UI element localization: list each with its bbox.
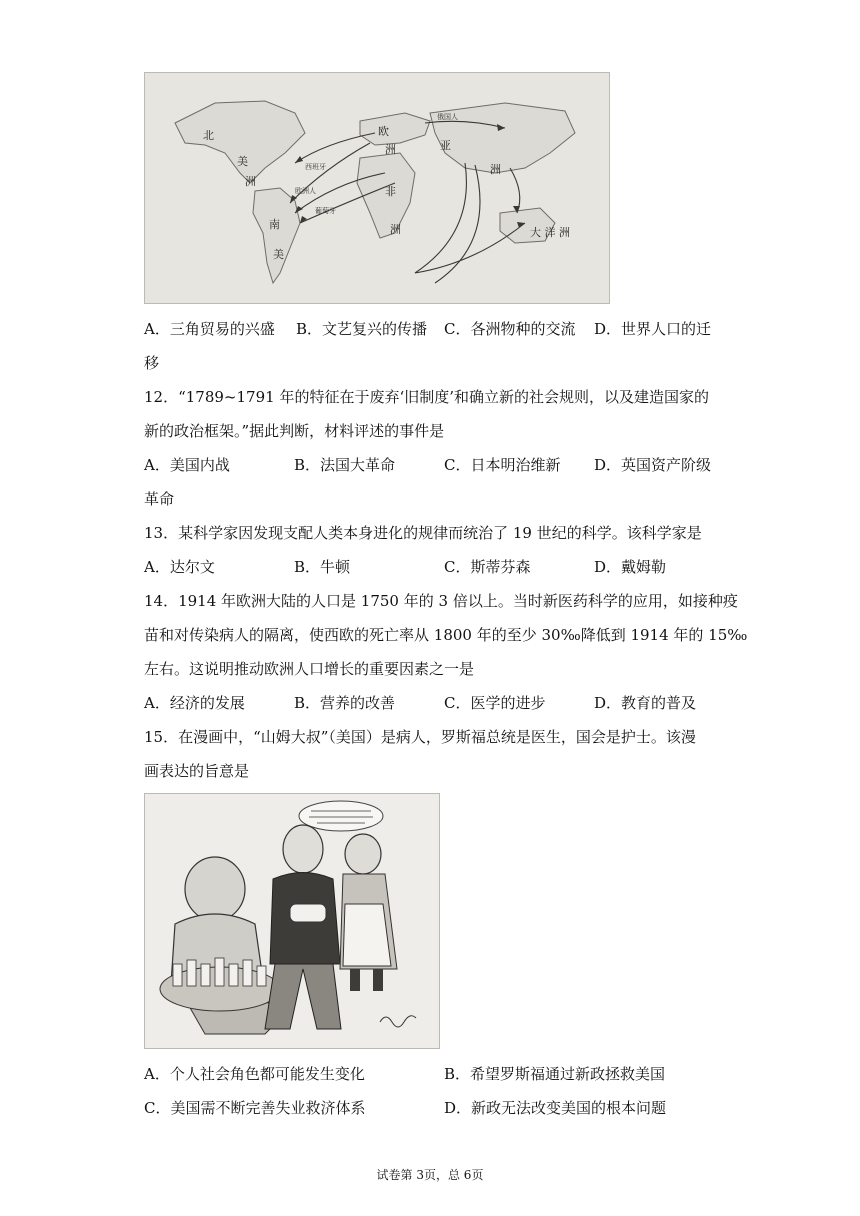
q15-stem-line-1: 15．在漫画中，“山姆大叔”（美国）是病人，罗斯福总统是医生，国会是护士。该漫 xyxy=(144,728,696,746)
world-map-illustration xyxy=(145,73,609,303)
q13-option-c: C．斯蒂芬森 xyxy=(444,558,531,576)
map-label-south-america-1: 南 xyxy=(269,218,280,231)
q11-option-b: B．文艺复兴的传播 xyxy=(296,320,428,338)
world-migration-map-figure xyxy=(144,72,610,304)
q12-option-b: B．法国大革命 xyxy=(294,456,396,474)
q13-stem-line-1: 13．某科学家因发现支配人类本身进化的规律而统治了 19 世纪的科学。该科学家是 xyxy=(144,524,702,542)
q14-option-b: B．营养的改善 xyxy=(294,694,396,712)
q15-option-a: A．个人社会角色都可能发生变化 xyxy=(144,1065,365,1083)
map-label-africa-2: 洲 xyxy=(390,223,401,236)
q12-stem-line-2: 新的政治框架。”据此判断，材料评述的事件是 xyxy=(144,422,445,440)
map-label-north: 北 xyxy=(203,129,214,142)
q11-option-c: C．各洲物种的交流 xyxy=(444,320,576,338)
cartoon-illustration xyxy=(145,794,439,1048)
q12-option-c: C．日本明治维新 xyxy=(444,456,561,474)
q12-option-a: A．美国内战 xyxy=(144,456,230,474)
q14-option-c: C．医学的进步 xyxy=(444,694,546,712)
map-route-spain: 西班牙 xyxy=(305,163,326,171)
q12-stem-line-1: 12．“1789~1791 年的特征在于废弃‘旧制度’和确立新的社会规则，以及建造国家的 xyxy=(144,388,709,406)
q13-option-b: B．牛顿 xyxy=(294,558,351,576)
q14-stem-line-2: 苗和对传染病人的隔离，使西欧的死亡率从 1800 年的至少 30‰降低到 1914 年的 15‰ xyxy=(144,626,748,644)
q14-option-a: A．经济的发展 xyxy=(144,694,245,712)
roosevelt-cartoon-figure xyxy=(144,793,440,1049)
map-route-european: 欧洲人 xyxy=(295,187,316,195)
map-label-asia-2: 洲 xyxy=(490,163,501,176)
page-footer: 试卷第 3页，总 6页 xyxy=(376,1168,484,1182)
map-route-russian: 俄国人 xyxy=(437,113,458,121)
map-label-europe-2: 洲 xyxy=(385,143,396,156)
map-label-asia-1: 亚 xyxy=(440,139,451,152)
q13-option-d: D．戴姆勒 xyxy=(594,558,667,576)
q12-option-d-continued: 革命 xyxy=(144,490,175,508)
map-label-oceania: 大 洋 洲 xyxy=(530,226,570,239)
q13-option-a: A．达尔文 xyxy=(144,558,215,576)
map-route-portugal: 葡萄牙 xyxy=(315,207,336,215)
map-label-europe-1: 欧 xyxy=(378,125,389,138)
q14-option-d: D．教育的普及 xyxy=(594,694,697,712)
map-label-north-america-1: 美 xyxy=(237,155,248,168)
q15-stem-line-2: 画表达的旨意是 xyxy=(144,762,250,780)
q14-stem-line-3: 左右。这说明推动欧洲人口增长的重要因素之一是 xyxy=(144,660,475,678)
q15-option-c: C．美国需不断完善失业救济体系 xyxy=(144,1099,366,1117)
q11-option-d: D．世界人口的迁 xyxy=(594,320,712,338)
q15-option-b: B．希望罗斯福通过新政拯救美国 xyxy=(444,1065,666,1083)
q15-option-d: D．新政无法改变美国的根本问题 xyxy=(444,1099,667,1117)
q11-option-a: A．三角贸易的兴盛 xyxy=(144,320,275,338)
q11-option-d-continued: 移 xyxy=(144,354,160,372)
q12-option-d: D．英国资产阶级 xyxy=(594,456,712,474)
map-label-africa-1: 非 xyxy=(385,185,396,198)
q14-stem-line-1: 14．1914 年欧洲大陆的人口是 1750 年的 3 倍以上。当时新医药科学的应用，如接种疫 xyxy=(144,592,738,610)
map-label-north-america-2: 洲 xyxy=(245,175,256,188)
map-label-south-america-2: 美 xyxy=(273,248,284,261)
